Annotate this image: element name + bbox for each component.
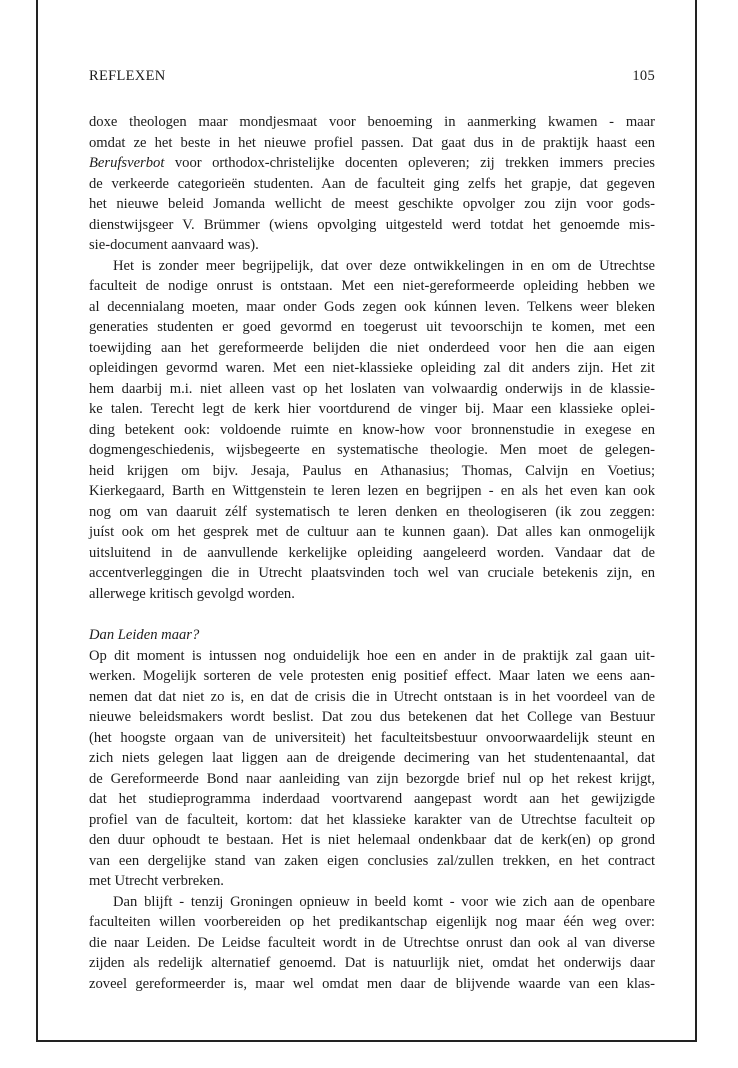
text-line: werken. Mogelijk sorteren de vele protesten enig positief effect. Maar laten we eens aan- — [89, 668, 655, 684]
paragraph-1 — [89, 112, 655, 256]
text-line: nieuwe beleidsmakers wordt beslist. Dat zou dus betekenen dat het College van Bestuur — [89, 709, 655, 725]
text-line: heid krijgen om bijv. Jesaja, Paulus en Athanasius; Thomas, Calvijn en Voetius; — [89, 462, 655, 479]
text-line: Het is zonder meer begrijpelijk, dat over deze ontwikkelingen in en om de Utrechtse — [113, 257, 655, 274]
page-border-bottom — [36, 1040, 696, 1042]
text-line: hem daarbij m.i. niet alleen vast op het loslaten van volwaardig onderwijs in de klassie- — [89, 380, 655, 397]
text-line: uitsluitend in de aanvullende kerkelijke opleiding aangeleerd worden. Vandaar dat de — [89, 544, 655, 561]
text-line: de Gereformeerde Bond naar aanleiding van zijn bezorgde brief nul op het rekest krijgt, — [89, 770, 655, 787]
italic-term: Berufsverbot — [89, 155, 165, 171]
body-text — [89, 112, 655, 994]
page-number: 105 — [632, 68, 655, 84]
paragraph-2 — [89, 256, 655, 605]
text-line: de verkeerde categorieën studenten. Aan de faculteit ging zelfs het grapje, dat gegeven — [89, 175, 655, 192]
text-line: dienstwijsgeer V. Brümmer (wiens opvolging uitgesteld werd totdat het genoemde mis- — [89, 216, 655, 233]
page-border-left — [36, 0, 38, 1042]
text-line: omdat ze het beste in het nieuwe profiel passen. Dat gaat dus in de praktijk haast een — [89, 134, 655, 151]
paragraph-4 — [89, 892, 655, 995]
text-line: (het hoogste orgaan van de universiteit) het faculteitsbestuur onvoorwaardelijk steunt en — [89, 729, 655, 746]
text-line: zoveel gereformeerder is, maar wel omdat men daar de blijvende waarde van een klas- — [89, 975, 655, 992]
section-subheading: Dan Leiden maar? — [89, 627, 200, 643]
text-line: Kierkegaard, Barth en Wittgenstein te leren lezen en begrijpen - en als het even kan ook — [89, 483, 655, 499]
text-line: die naar Leiden. De Leidse faculteit wordt in de Utrechtse onrust dan ook al van diverse — [89, 934, 655, 951]
text-line: sie-document aanvaard was). — [89, 237, 259, 253]
text-line: Op dit moment is intussen nog onduidelijk hoe een en ander in de praktijk zal gaan uit- — [89, 647, 655, 664]
text-line: dat het studieprogramma inderdaad voortvarend aangepast wordt aan het gewijzigde — [89, 791, 655, 807]
text-line: faculteiten willen voorbereiden op het predikantschap eigenlijk nog maar één weg over: — [89, 914, 655, 930]
text-line: doxe theologen maar mondjesmaat voor benoeming in aanmerking kwamen - maar — [89, 114, 655, 130]
text-line: ke talen. Terecht legt de kerk hier voortdurend de vinger bij. Maar een klassieke oplei- — [89, 401, 655, 417]
text-line: Dan blijft - tenzij Groningen opnieuw in beeld komt - voor wie zich aan de openbare — [113, 893, 655, 910]
text-line: al decennialang moeten, maar onder Gods zegen ook kúnnen leven. Telkens weer bleken — [89, 298, 655, 315]
text-line: allerwege kritisch gevolgd worden. — [89, 585, 295, 602]
text-line: generaties studenten er goed gevormd en toegerust uit tevoorschijn te komen, met een — [89, 319, 655, 335]
text-line: zijden als redelijk alternatief genoemd. Dat is natuurlijk niet, omdat het onderwijs daar — [89, 955, 655, 971]
text-line: dogmengeschiedenis, wijsbegeerte en systematische theologie. Men moet de gelegen- — [89, 442, 655, 458]
text-line: accentverleggingen die in Utrecht plaatsvinden toch wel van cruciale betekenis zijn, en — [89, 565, 655, 581]
text-line: van een dergelijke stand van zaken eigen conclusies zal/zullen trekken, en het contract — [89, 852, 655, 869]
text-line: nog om van daaruit zélf systematisch te leren denken en theologiseren (ik zou zeggen: — [89, 503, 655, 520]
text-line: juíst ook om het gesprek met de cultuur aan te kunnen gaan). Dat alles kan onmogelijk — [89, 524, 655, 540]
text-line: profiel van de faculteit, kortom: dat het klassieke karakter van de Utrechtse faculteit op — [89, 811, 655, 828]
text-line: den duur ophoudt te bestaan. Het is niet helemaal ondenkbaar dat de kerk(en) op grond — [89, 832, 655, 848]
running-title: REFLEXEN — [89, 68, 166, 84]
text-line: het nieuwe beleid Jomanda wellicht de meest geschikte opvolger zou zijn voor gods- — [89, 196, 655, 212]
text-line: ding betekent ook: voldoende ruimte en know-how voor bronnenstudie in exegese en — [89, 421, 655, 438]
text-line: faculteit de nodige onrust is ontstaan. Met een niet-gereformeerde opleiding hebben we — [89, 278, 655, 294]
running-header — [89, 68, 655, 85]
text-line: met Utrecht verbreken. — [89, 873, 224, 889]
text-line: zich niets gelegen laat liggen aan de dreigende decimering van het studentenaantal, dat — [89, 750, 655, 766]
text-line: Berufsverbot voor orthodox-christelijke docenten opleveren; zij trekken immers precies — [89, 155, 655, 171]
text-line: toewijding aan het gereformeerde belijden die niet onderdeed voor hen die aan eigen — [89, 339, 655, 356]
text-line: opleidingen gevormd waren. Met een niet-klassieke opleiding zal dit anders zijn. Het zit — [89, 360, 655, 376]
text-line: nemen dat dat niet zo is, en dat de crisis die in Utrecht ontstaan is in het voordeel van de — [89, 688, 655, 705]
page-border-right — [695, 0, 697, 1042]
paragraph-3 — [89, 646, 655, 892]
